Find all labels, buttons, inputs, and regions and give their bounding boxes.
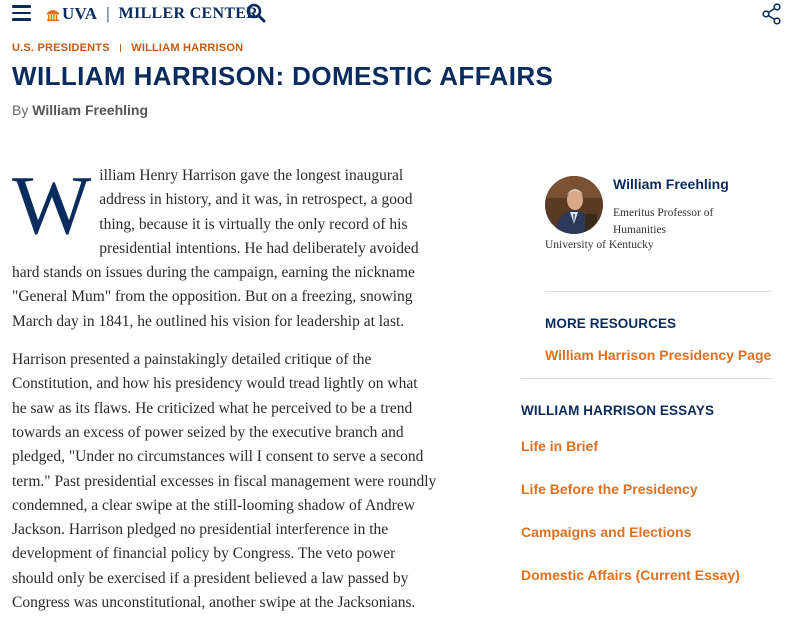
article-line: should only be exercised if a president believed a law passed by	[12, 569, 409, 587]
article-line: illiam Henry Harrison gave the longest inaugural	[99, 167, 404, 184]
byline-author-link[interactable]: William Freehling	[32, 102, 149, 118]
more-resources-heading: MORE RESOURCES	[545, 316, 677, 331]
article-line: presidential intentions. He had deliberately avoided	[99, 239, 419, 257]
article-paragraph	[12, 159, 460, 334]
author-role: Emeritus Professor of Humanities	[613, 207, 714, 236]
essay-link-campaigns-elections[interactable]: Campaigns and Elections	[521, 524, 692, 540]
site-logo[interactable]	[46, 3, 258, 25]
article-line: term." Past presidential excesses in fiscal management were roundly	[12, 472, 437, 490]
breadcrumb-separator	[120, 44, 122, 52]
breadcrumb-william-harrison[interactable]: WILLIAM HARRISON	[131, 42, 244, 54]
article-line: "General Mum" from the opposition. But on a freezing, snowing	[12, 288, 413, 306]
byline	[12, 102, 148, 118]
share-icon[interactable]	[761, 3, 782, 25]
article-line: Constitution, and how his presidency would tread lightly on what	[12, 375, 418, 393]
article-line: hard stands on issues during the campaign, earning the nickname	[12, 264, 415, 282]
article-line: Harrison presented a painstakingly detailed critique of the	[12, 351, 372, 369]
byline-prefix: By	[12, 102, 29, 118]
article-line: towards an excess of power seized by the executive branch and	[12, 423, 404, 441]
article-line: thing, because it is virtually the only record of his	[99, 215, 408, 233]
article-line: Jackson. Harrison pledged no presidential interference in the	[12, 521, 389, 539]
hamburger-menu-icon[interactable]	[12, 4, 31, 21]
article-line: address in history, and it was, in retrospect, a good	[99, 191, 413, 209]
essay-link-domestic-affairs[interactable]: Domestic Affairs (Current Essay)	[521, 567, 740, 583]
logo-separator: |	[106, 4, 110, 23]
breadcrumb-us-presidents[interactable]: U.S. PRESIDENTS	[12, 42, 110, 54]
essay-link-life-before-presidency[interactable]: Life Before the Presidency	[521, 481, 698, 497]
article-line: Congress was unconstitutional, another swipe at the Jacksonians.	[12, 594, 416, 612]
search-icon[interactable]	[246, 3, 266, 23]
rotunda-icon	[46, 7, 60, 21]
article-line: development of financial policy by Congress. The veto power	[12, 545, 396, 563]
article-line: pledged, "Under no circumstances will I consent to serve a second	[12, 448, 424, 466]
drop-cap: W	[12, 159, 92, 252]
article-line: March day in 1841, he outlined his vision for leadership at last.	[12, 312, 405, 330]
author-name-link[interactable]: William Freehling	[613, 176, 729, 192]
page-title: WILLIAM HARRISON: DOMESTIC AFFAIRS	[12, 61, 554, 91]
article-line: condemned, a clear swipe at the still-looming shadow of Andrew	[12, 496, 415, 514]
article-paragraph	[12, 348, 460, 615]
sidebar-divider	[521, 378, 772, 379]
logo-uva-text: UVA	[62, 4, 98, 23]
logo-miller-center-text: MILLER CENTER	[118, 5, 259, 22]
essays-heading: WILLIAM HARRISON ESSAYS	[521, 403, 715, 418]
presidency-page-link[interactable]: William Harrison Presidency Page	[545, 347, 772, 363]
author-institution: University of Kentucky	[545, 239, 654, 251]
author-avatar[interactable]	[545, 176, 603, 234]
article-line: he saw as its flaws. He criticized what he perceived to be a trend	[12, 399, 413, 417]
site-header	[0, 0, 792, 30]
essay-link-life-in-brief[interactable]: Life in Brief	[521, 438, 599, 454]
article-body	[12, 159, 460, 629]
breadcrumb	[12, 41, 243, 55]
sidebar-divider	[545, 291, 772, 292]
